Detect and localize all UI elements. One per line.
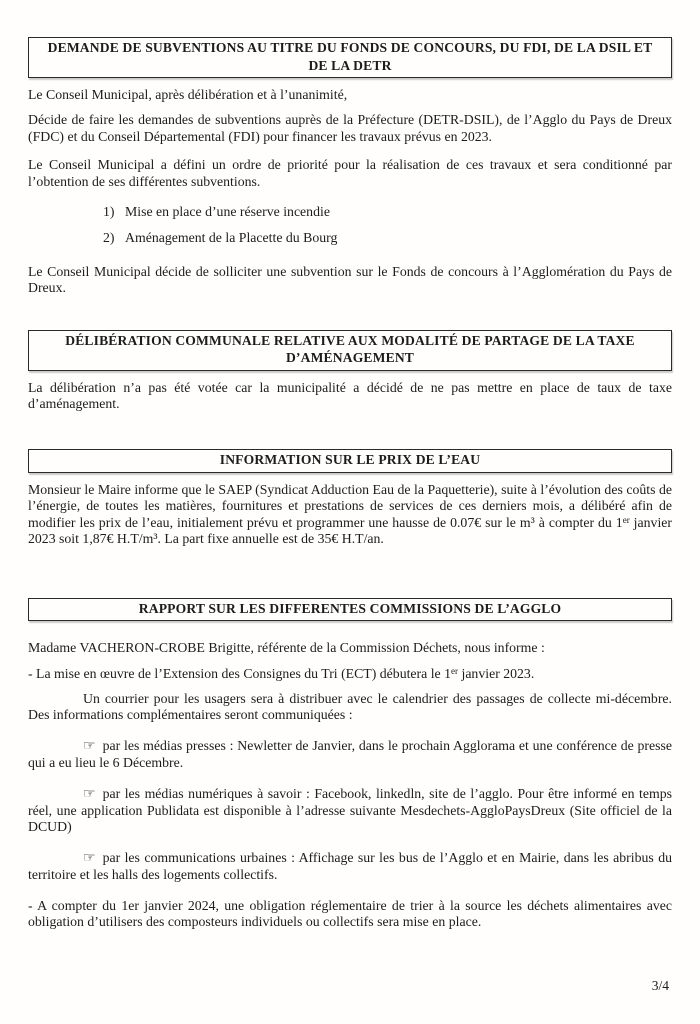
page-number: 3/4 [651,977,669,993]
list-item [28,204,672,220]
paragraph: Le Conseil Municipal décide de solliciter une subvention sur le Fonds de concours à l’Agglomération du Pays de Dreux. [28,263,672,296]
hand-bullet-paragraph [28,850,672,884]
section-title: DEMANDE DE SUBVENTIONS AU TITRE DU FONDS DE CONCOURS, DU FDI, DE LA DSIL ET DE LA DETR [47,40,653,73]
section-heading-commissions-agglo [28,598,672,622]
paragraph: Le Conseil Municipal, après délibération et à l’unanimité, [28,87,348,102]
paragraph-text: par les communications urbaines : Affichage sur les bus de l’Agglo et en Mairie, dans les abribus du territoire et les halls des logements collectifs. [28,849,672,883]
paragraph: La délibération n’a pas été votée car la municipalité a décidé de ne pas mettre en place de taux de taxe d’aménagement. [28,379,672,412]
paragraph-text: janvier 2023 soit 1,87€ H.T/m³. La part fixe annuelle est de 35€ H.T/an. [28,514,672,547]
paragraph-text: par les médias presses : Newletter de Janvier, dans le prochain Agglorama et une conférence de presse qui a eu lieu le 6 Décembre. [28,737,672,771]
paragraph: Décide de faire les demandes de subventions auprès de la Préfecture (DETR-DSIL), de l’Agglo du Pays de Dreux (FDC) et du Conseil Départemental (FDI) pour financer les travaux prévus en 2023. [28,112,672,144]
superscript: er [451,665,459,676]
section-heading-subventions [28,37,672,78]
list-item [28,230,672,246]
list-item-text: Aménagement de la Placette du Bourg [125,230,338,246]
pointing-hand-icon: ☞ [83,738,96,754]
hand-bullet-paragraph [28,738,672,772]
paragraph: - A compter du 1er janvier 2024, une obligation réglementaire de trier à la source les déchets alimentaires avec obligation d’utilisers des composteurs individuels ou collectifs sera mise en place. [28,897,672,929]
pointing-hand-icon: ☞ [83,786,96,802]
paragraph [28,666,672,682]
section-title: DÉLIBÉRATION COMMUNALE RELATIVE AUX MODALITÉ DE PARTAGE DE LA TAXE D’AMÉNAGEMENT [65,332,635,366]
list-item-text: Mise en place d’une réserve incendie [125,204,330,220]
superscript: er [622,514,630,525]
section-title: RAPPORT SUR LES DIFFERENTES COMMISSIONS DE L’AGGLO [138,600,562,616]
hand-bullet-paragraph [28,786,672,836]
paragraph-text: janvier 2023. [458,665,535,681]
priority-list [28,204,672,247]
paragraph: Madame VACHERON-CROBE Brigitte, référente de la Commission Déchets, nous informe : [28,640,545,656]
section-title: INFORMATION SUR LE PRIX DE L’EAU [219,452,481,468]
paragraph-text: Monsieur le Maire informe que le SAEP (Syndicat Adduction Eau de la Paquetterie), suite à l’évolution des coûts de l’énergie, de toutes les matières, fournitures et prestations de services de ces derniers mois, a délibéré afin de modifier les prix de l’eau, initialement prévu et programmer une hausse de 0.07€ sur le m³ à compter du 1 [28,481,672,530]
list-number: 1) [103,204,115,220]
section-heading-prix-eau [28,449,672,473]
paragraph-text: par les médias numériques à savoir : Facebook, linkedln, site de l’agglo. Pour être informé en temps réel, une application Publidata est disponible à l’adresse suivante Mesdechets-AggloPaysDreux (Site officiel de la DCUD) [28,785,672,835]
paragraph: Le Conseil Municipal a défini un ordre de priorité pour la réalisation de ces travaux et sera conditionné par l’obtention de ses différentes subventions. [28,157,672,189]
paragraph: Un courrier pour les usagers sera à distribuer avec le calendrier des passages de collecte mi-décembre. Des informations complémentaires seront communiquées : [28,690,672,723]
section-heading-taxe-amenagement [28,330,672,371]
list-number: 2) [103,230,115,246]
paragraph-text: - La mise en œuvre de l’Extension des Consignes du Tri (ECT) débutera le 1 [28,665,452,681]
paragraph [28,482,672,548]
pointing-hand-icon: ☞ [83,850,96,866]
